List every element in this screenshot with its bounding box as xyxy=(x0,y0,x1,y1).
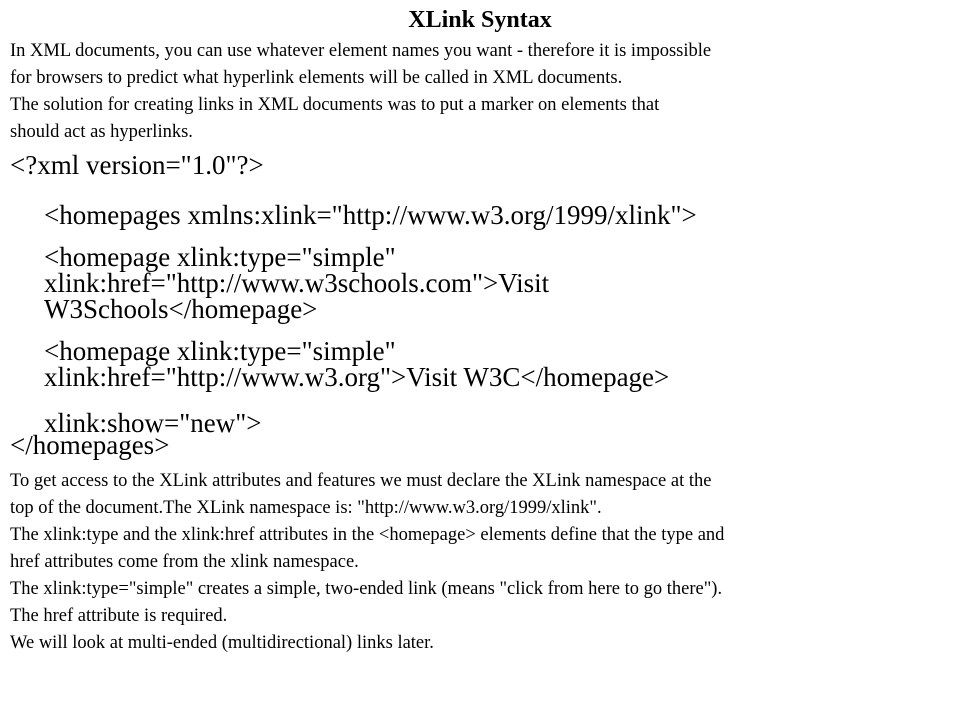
outro-paragraph xyxy=(10,468,945,657)
code-xml-declaration: <?xml version="1.0"?> xyxy=(10,150,264,180)
outro-line: The xlink:type and the xlink:href attributes in the <homepage> elements define that the type and xyxy=(10,525,725,545)
intro-line: In XML documents, you can use whatever element names you want - therefore it is impossible xyxy=(10,41,712,61)
code-homepage-w3schools xyxy=(44,244,549,322)
intro-paragraph xyxy=(10,38,945,146)
code-homepages-close: </homepages> xyxy=(10,430,170,460)
code-line: W3Schools</homepage> xyxy=(44,294,318,324)
outro-line: To get access to the XLink attributes and features we must declare the XLink namespace at the xyxy=(10,471,712,491)
outro-line: The xlink:type="simple" creates a simple, two-ended link (means "click from here to go there"). xyxy=(10,579,723,599)
outro-line: href attributes come from the xlink namespace. xyxy=(10,552,359,572)
code-show-attribute: xlink:show="new"> xyxy=(44,408,262,438)
outro-line: The href attribute is required. xyxy=(10,606,228,626)
outro-line: We will look at multi-ended (multidirectional) links later. xyxy=(10,633,434,653)
intro-line: for browsers to predict what hyperlink elements will be called in XML documents. xyxy=(10,68,623,88)
code-homepages-open: <homepages xmlns:xlink="http://www.w3.org/1999/xlink"> xyxy=(44,200,697,230)
code-homepage-w3c xyxy=(44,338,669,390)
intro-line: should act as hyperlinks. xyxy=(10,122,193,142)
code-line: <homepage xlink:type="simple" xyxy=(44,336,396,366)
code-line: xlink:href="http://www.w3schools.com">Visit xyxy=(44,268,550,298)
intro-line: The solution for creating links in XML documents was to put a marker on elements that xyxy=(10,95,660,115)
slide-title: XLink Syntax xyxy=(408,7,552,33)
code-line: xlink:href="http://www.w3.org">Visit W3C</homepage> xyxy=(44,362,670,392)
outro-line: top of the document.The XLink namespace is: "http://www.w3.org/1999/xlink". xyxy=(10,498,602,518)
code-line: <homepage xlink:type="simple" xyxy=(44,242,396,272)
